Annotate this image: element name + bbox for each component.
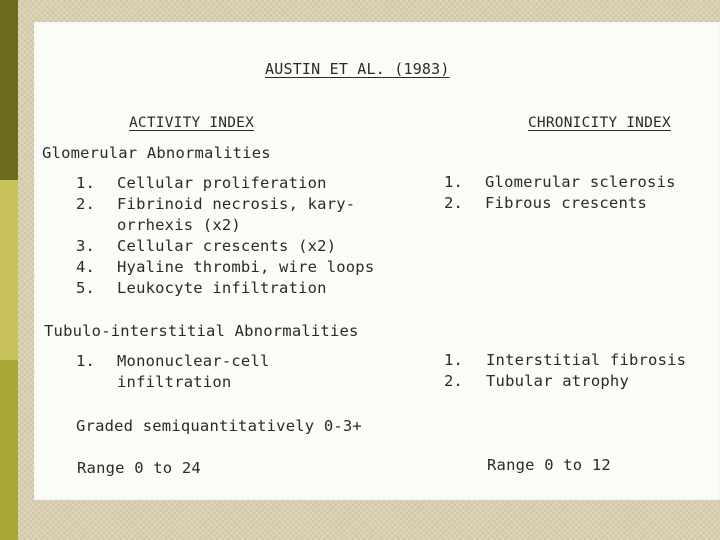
tub-chronicity-item-1: Interstitial fibrosis: [486, 351, 687, 369]
glom-chronicity-num-1: 1.: [444, 173, 464, 191]
tub-chronicity-num-1: 1.: [444, 351, 464, 369]
glom-activity-item-2: Fibrinoid necrosis, kary-: [117, 195, 356, 213]
tub-chronicity-num-2: 2.: [444, 372, 464, 390]
glom-activity-item-2-cont: orrhexis (x2): [117, 216, 241, 234]
glom-chronicity-item-1: Glomerular sclerosis: [485, 173, 676, 191]
glom-activity-item-3: Cellular crescents (x2): [117, 237, 337, 255]
glom-chronicity-num-2: 2.: [444, 194, 464, 212]
chronicity-index-header: CHRONICITY INDEX: [528, 115, 671, 131]
glom-activity-item-5: Leukocyte infiltration: [117, 279, 327, 297]
glom-activity-num-3: 3.: [76, 237, 96, 255]
document-title: AUSTIN ET AL. (1983): [265, 60, 450, 78]
glom-activity-num-2: 2.: [76, 195, 96, 213]
side-bar-mid: [0, 360, 18, 540]
document-page: [34, 22, 720, 500]
glom-activity-item-1: Cellular proliferation: [117, 174, 327, 192]
side-bar-dark: [0, 0, 18, 180]
activity-index-header: ACTIVITY INDEX: [129, 115, 255, 131]
tub-activity-num-1: 1.: [76, 352, 96, 370]
chronicity-range: Range 0 to 12: [487, 456, 611, 474]
tub-activity-item-1: Mononuclear-cell: [117, 352, 270, 370]
graded-note: Graded semiquantitatively 0-3+: [76, 417, 362, 435]
tub-chronicity-item-2: Tubular atrophy: [486, 372, 629, 390]
glom-chronicity-item-2: Fibrous crescents: [485, 194, 648, 212]
glomerular-heading: Glomerular Abnormalities: [42, 144, 271, 162]
glom-activity-item-4: Hyaline thrombi, wire loops: [117, 258, 375, 276]
tub-activity-item-1-cont: infiltration: [117, 373, 232, 391]
tubulo-heading: Tubulo-interstitial Abnormalities: [44, 322, 359, 340]
glom-activity-num-4: 4.: [76, 258, 96, 276]
glom-activity-num-5: 5.: [76, 279, 96, 297]
activity-range: Range 0 to 24: [77, 459, 201, 477]
side-bar-light: [0, 180, 18, 360]
glom-activity-num-1: 1.: [76, 174, 96, 192]
